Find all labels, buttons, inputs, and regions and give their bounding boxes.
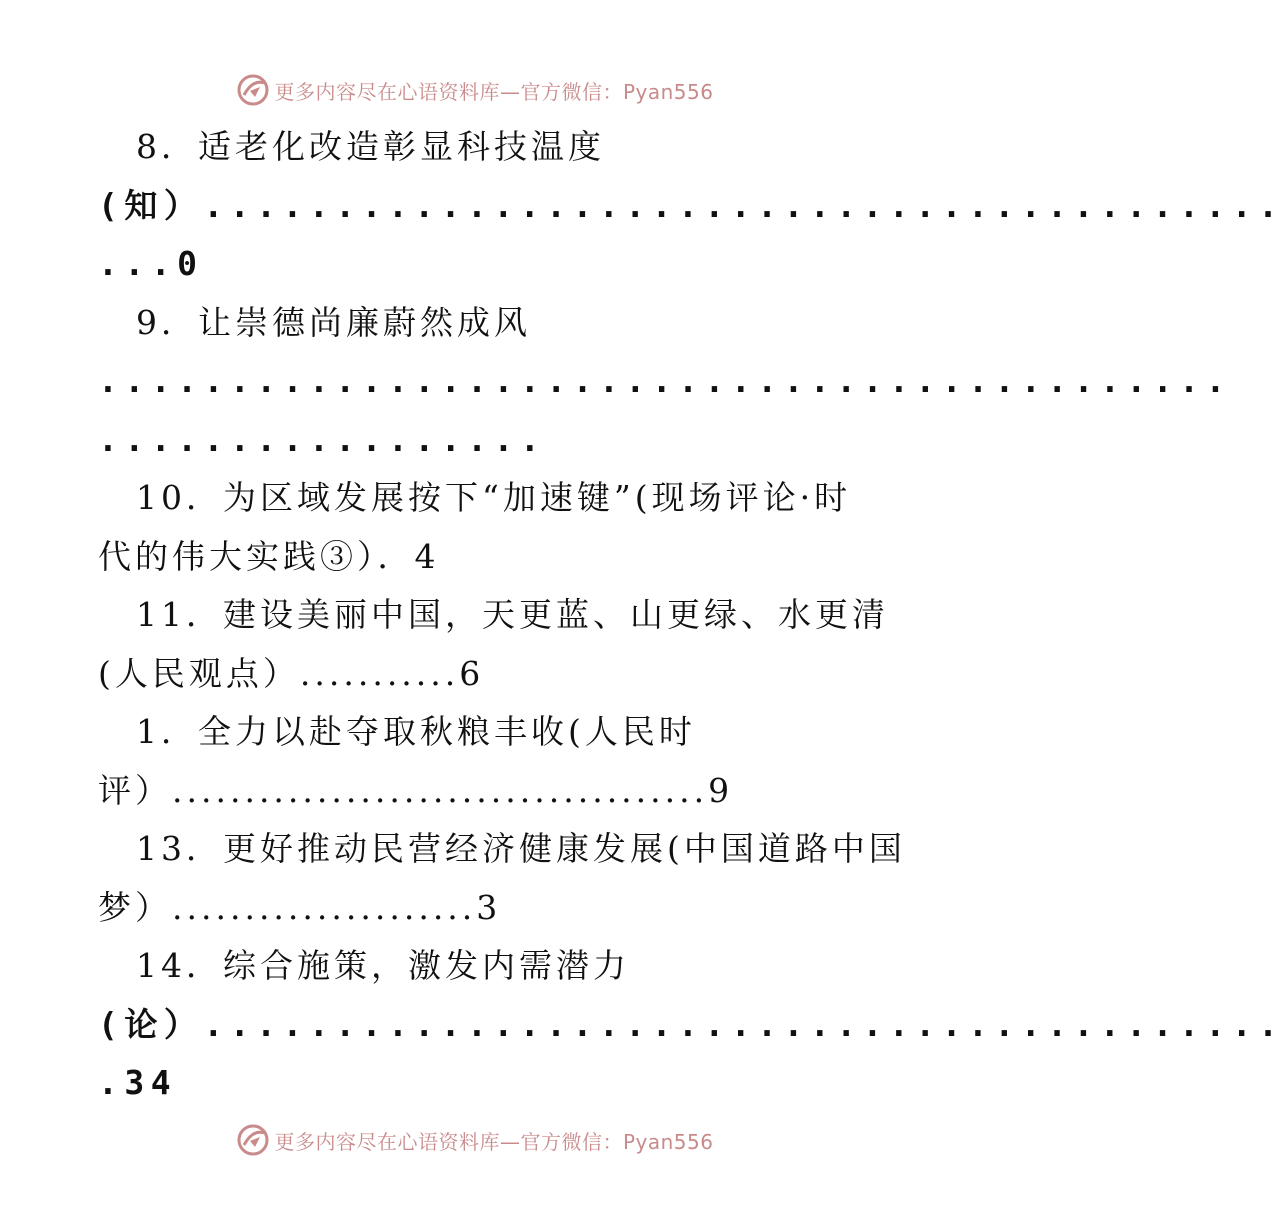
- toc-entry-leader: ...........................................: [98, 361, 1232, 400]
- watermark-text: 更多内容尽在心语资料库—官方微信：Pyan556: [274, 79, 714, 104]
- watermark-text: 更多内容尽在心语资料库—官方微信：Pyan556: [274, 1129, 714, 1154]
- toc-entry-continuation: 代的伟大实践③）．4: [98, 536, 440, 576]
- toc-entry-leader: (知）.........................................: [98, 185, 1284, 225]
- toc-entry-leader: .................: [98, 419, 547, 459]
- watermark-top: [0, 70, 950, 110]
- toc-content: [98, 118, 1284, 1113]
- toc-entry-title: 1．全力以赴夺取秋粮丰收(人民时: [136, 712, 696, 751]
- toc-entry-title: 11．建设美丽中国，天更蓝、山更绿、水更清: [136, 595, 889, 634]
- toc-entry-title: 9．让崇德尚廉蔚然成风: [136, 302, 531, 342]
- toc-entry-continuation: (人民观点）...........6: [98, 653, 485, 693]
- toc-entry-title: 14．综合施策，激发内需潜力: [136, 946, 630, 985]
- toc-entry-leader: (论）.........................................: [98, 1004, 1284, 1044]
- watermark-logo-icon: [236, 1123, 270, 1157]
- toc-entry-page: ...0: [98, 244, 204, 283]
- toc-entry-continuation: 梦）.....................3: [98, 887, 502, 927]
- toc-entry-title: 10．为区域发展按下“加速键”(现场评论·时: [136, 478, 852, 517]
- toc-entry-title: 8．适老化改造彰显科技温度: [136, 127, 605, 166]
- toc-entry-page: .34: [98, 1063, 178, 1102]
- toc-entry-title: 13．更好推动民营经济健康发展(中国道路中国: [136, 829, 906, 868]
- toc-entry-continuation: 评）.....................................9: [98, 770, 734, 810]
- watermark-logo-icon: [236, 73, 270, 107]
- watermark-bottom: [0, 1120, 950, 1160]
